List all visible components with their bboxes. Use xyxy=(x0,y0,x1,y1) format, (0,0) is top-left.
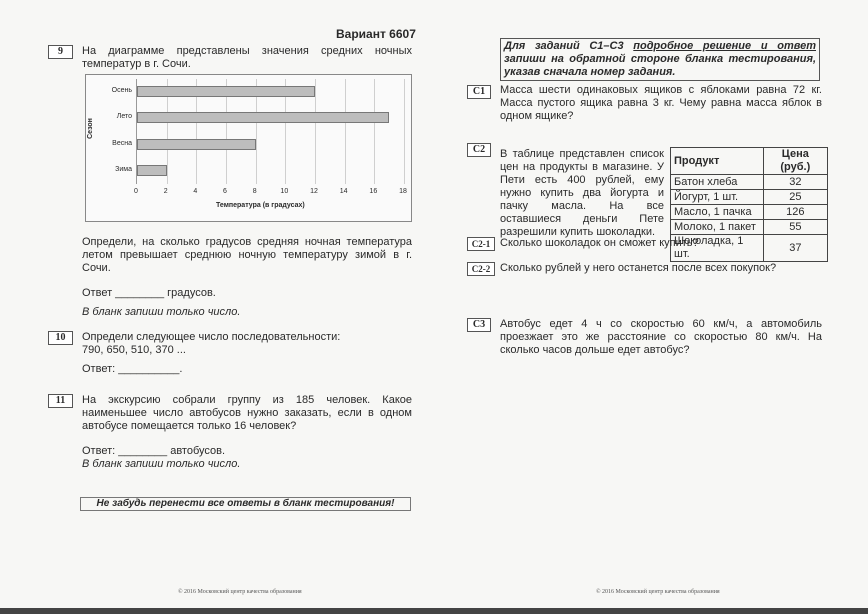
answer-note: В бланк запиши только число. xyxy=(82,458,241,470)
answer-note: В бланк запиши только число. xyxy=(82,306,241,318)
price-cell: 55 xyxy=(763,220,827,235)
task-number: C2 xyxy=(467,143,491,157)
task-text: Масса шести одинаковых ящиков с яблоками равна 72 кг. Масса пустого ящика равна 3 кг. Чему равна масса яблок в одном ящике? xyxy=(500,84,822,122)
task-text: Сколько рублей у него останется после всех покупок? xyxy=(500,262,777,274)
bar-Осень xyxy=(137,86,315,97)
y-axis-label: Сезон xyxy=(86,118,94,139)
price-cell: 32 xyxy=(763,175,827,190)
gridline xyxy=(345,79,346,184)
gridline xyxy=(404,79,405,184)
task-text: Автобус едет 4 ч со скоростью 60 км/ч, а автомобиль проезжает это же расстояние со скоростью 80 км/ч. На сколько часов дольше едет автобус? xyxy=(500,318,822,356)
category-label: Осень xyxy=(111,87,132,95)
product-cell: Масло, 1 пачка xyxy=(671,205,764,220)
product-cell: Молоко, 1 пакет xyxy=(671,220,764,235)
scan-edge xyxy=(0,608,868,614)
x-tick-label: 18 xyxy=(399,188,407,195)
footer-right: © 2016 Московский центр качества образования xyxy=(596,589,720,595)
price-cell: 25 xyxy=(763,190,827,205)
task-text: В таблице представлен список цен на продукты в магазине. У Пети есть 400 рублей, ему нужно купить два йогурта и пачку масла. На все оставшиеся деньги Пете разрешили купить шоколадки. xyxy=(500,148,664,238)
header-cell: Цена (руб.) xyxy=(763,148,827,175)
bar-Весна xyxy=(137,139,256,150)
variant-title: Вариант 6607 xyxy=(336,27,416,41)
task-question: Определи, на сколько градусов средняя ночная температура летом превышает среднюю ночную температуру зимой в г. Сочи. xyxy=(82,236,412,274)
category-label: Лето xyxy=(116,113,132,121)
instruction-text: запиши на обратной стороне бланка тестирования, указав сначала номер задания. xyxy=(504,53,816,78)
table-row xyxy=(671,175,828,190)
instruction-underlined: подробное решение и ответ xyxy=(633,40,816,52)
price-cell: 126 xyxy=(763,205,827,220)
x-tick-label: 4 xyxy=(193,188,198,195)
header-cell: Продукт xyxy=(671,148,764,175)
x-tick-label: 8 xyxy=(252,188,257,195)
task-number: C1 xyxy=(467,85,491,99)
x-axis-label: Температура (в градусах) xyxy=(216,202,305,209)
sequence: 790, 650, 510, 370 ... xyxy=(82,344,186,356)
task-text: Сколько шоколадок он сможет купить? xyxy=(500,237,699,249)
x-tick-label: 10 xyxy=(280,188,289,195)
answer-line: Ответ: ________ автобусов. xyxy=(82,445,226,457)
task-text: На диаграмме представлены значения средних ночных температур в г. Сочи. xyxy=(82,45,412,70)
chart xyxy=(85,74,412,222)
bar-Лето xyxy=(137,112,389,123)
price-cell: 37 xyxy=(763,235,827,262)
footer-left: © 2016 Московский центр качества образования xyxy=(178,589,302,595)
task-number: 10 xyxy=(48,331,73,345)
x-tick-label: 14 xyxy=(339,188,348,195)
table-row xyxy=(671,190,828,205)
bar-Зима xyxy=(137,165,167,176)
reminder-box: Не забудь перенести все ответы в бланк тестирования! xyxy=(80,497,411,511)
answer-line: Ответ: __________. xyxy=(82,363,183,375)
product-cell: Йогурт, 1 шт. xyxy=(671,190,764,205)
product-cell: Шоколадка, 1 шт. xyxy=(671,235,764,262)
category-label: Зима xyxy=(115,165,132,173)
task-number: 11 xyxy=(48,394,73,408)
instruction-box xyxy=(500,38,820,81)
table-header xyxy=(671,148,828,175)
x-tick-label: 0 xyxy=(134,188,138,195)
answer-line: Ответ ________ градусов. xyxy=(82,287,216,299)
task-number: 9 xyxy=(48,45,73,59)
task-text: На экскурсию собрали группу из 185 человек. Какое наименьшее число автобусов нужно заказать, если в одном автобусе помещается только 16 человек? xyxy=(82,394,412,432)
plot-area xyxy=(136,79,403,184)
gridline xyxy=(315,79,316,184)
product-cell: Батон хлеба xyxy=(671,175,764,190)
x-tick-label: 6 xyxy=(223,188,227,195)
category-label: Весна xyxy=(112,139,132,147)
x-tick-label: 16 xyxy=(369,188,378,195)
task-number: C2-2 xyxy=(467,262,495,276)
instruction-text: Для заданий С1–С3 xyxy=(504,40,634,52)
task-number: C3 xyxy=(467,318,491,332)
gridline xyxy=(374,79,375,184)
task-number: C2-1 xyxy=(467,237,495,251)
task-text: Определи следующее число последовательности: xyxy=(82,331,341,343)
table-row xyxy=(671,220,828,235)
table-row xyxy=(671,205,828,220)
x-tick-label: 12 xyxy=(310,188,318,195)
x-tick-label: 2 xyxy=(163,188,168,195)
